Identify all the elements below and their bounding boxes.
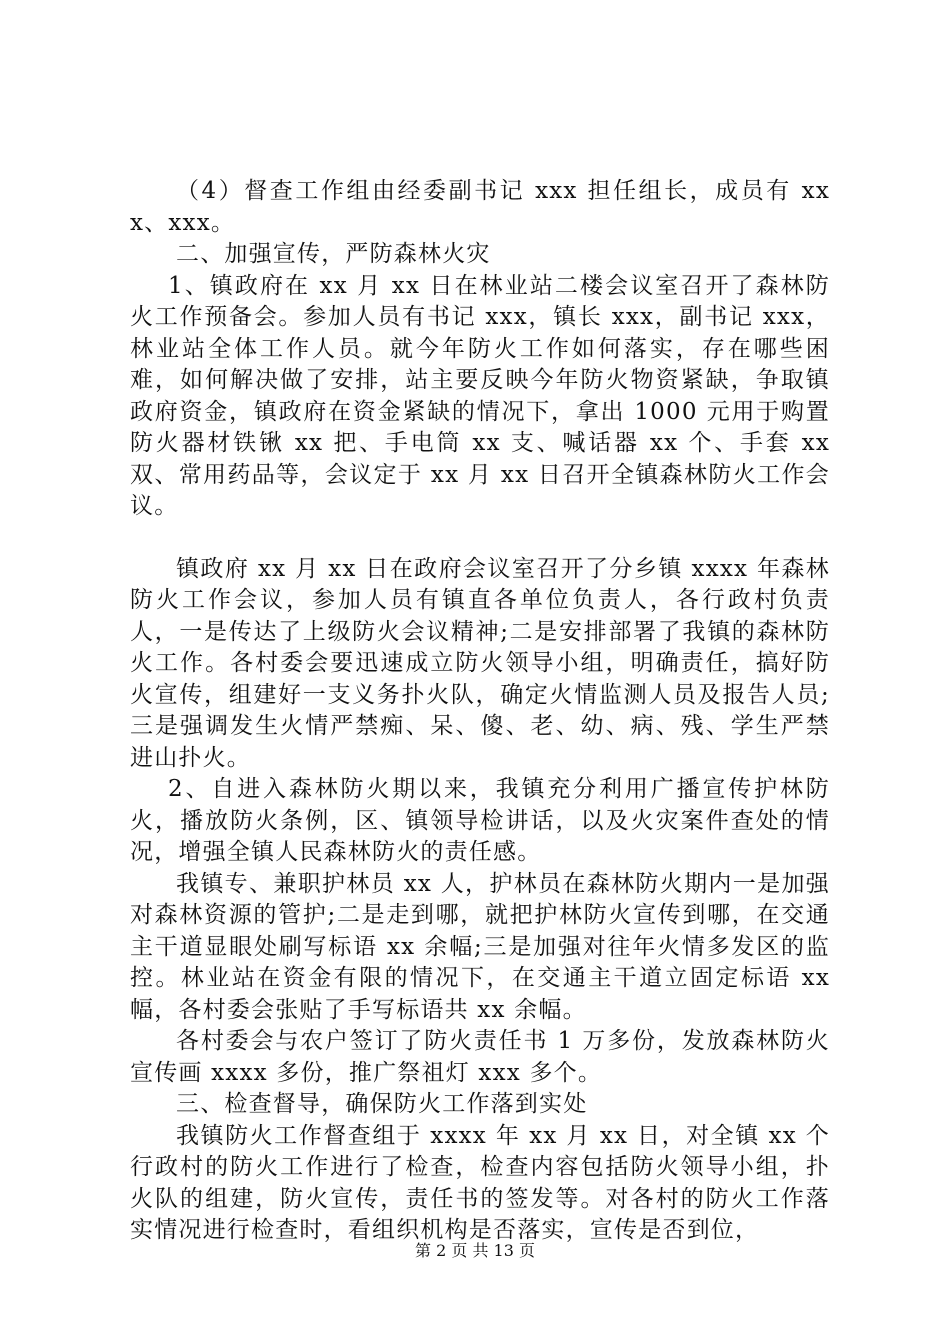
page-number-footer: 第 2 页 共 13 页: [415, 1241, 535, 1260]
paragraph-township-meeting: 镇政府 xx 月 xx 日在政府会议室召开了分乡镇 xxxx 年森林防火工作会议，参加人员有镇直各单位负责人，各行政村负责人，一是传达了上级防火会议精神;二是安排部署了我镇的森林防火工作。各村委会要迅速成立防火领导小组，明确责任，搞好防火宣传，组建好一支义务扑火队，确定火情监测人员及报告人员;三是强调发生火情严禁痴、呆、傻、老、幼、病、残、学生严禁进山扑火。: [130, 555, 830, 771]
paragraph-supervision-group: （4）督查工作组由经委副书记 xxx 担任组长，成员有 xxx、xxx。: [130, 178, 830, 236]
section-heading-inspection: 三、检查督导，确保防火工作落到实处: [176, 1091, 588, 1117]
section-heading-publicity: 二、加强宣传，严防森林火灾: [176, 241, 491, 267]
paragraph-responsibility-letters: 各村委会与农户签订了防火责任书 1 万多份，发放森林防火宣传画 xxxx 多份，推广祭祖灯 xxx 多个。: [130, 1028, 830, 1086]
document-body: [130, 176, 830, 1247]
paragraph-broadcast-publicity: 2、自进入森林防火期以来，我镇充分利用广播宣传护林防火，播放防火条例，区、镇领导检讲话，以及火灾案件查处的情况，增强全镇人民森林防火的责任感。: [130, 776, 830, 865]
paragraph-inspection-details: 我镇防火工作督查组于 xxxx 年 xx 月 xx 日，对全镇 xx 个行政村的防火工作进行了检查，检查内容包括防火领导小组，扑火队的组建，防火宣传，责任书的签发等。对各村的防火工作落实情况进行检查时，看组织机构是否落实，宣传是否到位，: [130, 1122, 830, 1243]
paragraph-forest-rangers: 我镇专、兼职护林员 xx 人，护林员在森林防火期内一是加强对森林资源的管护;二是走到哪，就把护林防火宣传到哪，在交通主干道显眼处刷写标语 xx 余幅;三是加强对往年火情多发区的监控。林业站在资金有限的情况下，在交通主干道立固定标语 xx 幅，各村委会张贴了手写标语共 xx 余幅。: [130, 870, 830, 1023]
paragraph-preparatory-meeting: 1、镇政府在 xx 月 xx 日在林业站二楼会议室召开了森林防火工作预备会。参加人员有书记 xxx，镇长 xxx，副书记 xxx，林业站全体工作人员。就今年防火工作如何落实，存在哪些困难，如何解决做了安排，站主要反映今年防火物资紧缺，争取镇政府资金，镇政府在资金紧缺的情况下，拿出 1000 元用于购置防火器材铁锹 xx 把、手电筒 xx 支、喊话器 xx 个、手套 xx 双、常用药品等，会议定于 xx 月 xx 日召开全镇森林防火工作会议。: [130, 272, 830, 519]
